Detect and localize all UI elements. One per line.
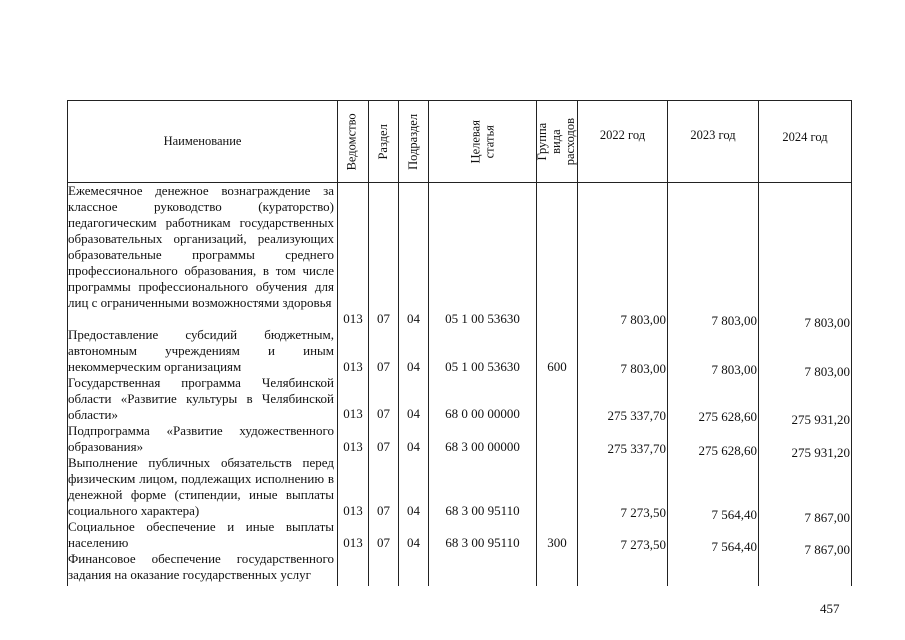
row-vedomstvo: 013 bbox=[343, 535, 363, 550]
header-gruppa: Группа вида расходов bbox=[535, 117, 577, 166]
row-podrazdel: 04 bbox=[407, 359, 420, 374]
page-number: 457 bbox=[820, 601, 840, 616]
header-name: Наименование bbox=[163, 134, 242, 149]
row-podrazdel: 04 bbox=[407, 311, 420, 326]
row-podrazdel: 04 bbox=[407, 406, 420, 421]
row-razdel: 07 bbox=[377, 535, 390, 550]
row-name: Финансовое обеспечение государственного задания на оказание государственных услуг bbox=[68, 551, 334, 582]
row-2022: 7 803,00 bbox=[620, 361, 666, 376]
header-podrazdel: Подраздел bbox=[405, 113, 420, 170]
table-right-border bbox=[851, 100, 852, 586]
row-2023: 7 803,00 bbox=[711, 362, 757, 377]
row-name: Государственная программа Челябинской области «Развитие культуры в Челябинской области» bbox=[68, 375, 334, 422]
row-2023: 7 564,40 bbox=[711, 539, 757, 554]
row-podrazdel: 04 bbox=[407, 535, 420, 550]
row-2024: 275 931,20 bbox=[791, 412, 850, 427]
row-2024: 7 867,00 bbox=[804, 542, 850, 557]
row-2023: 275 628,60 bbox=[698, 443, 757, 458]
row-2022: 7 273,50 bbox=[620, 537, 666, 552]
row-celevaya: 68 3 00 95110 bbox=[445, 503, 520, 518]
row-celevaya: 05 1 00 53630 bbox=[445, 311, 520, 326]
row-vedomstvo: 013 bbox=[343, 503, 363, 518]
header-2024: 2024 год bbox=[782, 129, 828, 144]
header-2022: 2022 год bbox=[599, 127, 646, 142]
row-celevaya: 05 1 00 53630 bbox=[445, 359, 520, 374]
row-2022: 7 273,50 bbox=[620, 505, 666, 520]
row-2023: 7 564,40 bbox=[711, 507, 757, 522]
row-podrazdel: 04 bbox=[407, 503, 420, 518]
row-2022: 7 803,00 bbox=[620, 312, 666, 327]
header-2023: 2023 год bbox=[690, 127, 736, 142]
row-2023: 7 803,00 bbox=[711, 313, 757, 328]
row-vedomstvo: 013 bbox=[343, 406, 363, 421]
row-gruppa: 300 bbox=[547, 535, 567, 550]
row-celevaya: 68 0 00 00000 bbox=[445, 406, 520, 421]
row-2024: 275 931,20 bbox=[791, 445, 850, 460]
row-name: Предоставление субсидий бюджетным, автономным учреждениям и иным некоммерческим организациям bbox=[68, 327, 334, 374]
row-name: Ежемесячное денежное вознаграждение за классное руководство (кураторство) педагогическим работникам государственных образовательных организаций, реализующих образовательные программы среднего профессионального образования, в том числе программы профессионального обучения для лиц с ограниченными возможностями здоровья bbox=[68, 183, 334, 310]
row-2022: 275 337,70 bbox=[607, 408, 666, 423]
row-razdel: 07 bbox=[377, 406, 390, 421]
row-2022: 275 337,70 bbox=[607, 441, 666, 456]
row-vedomstvo: 013 bbox=[343, 439, 363, 454]
header-razdel: Раздел bbox=[375, 123, 390, 160]
row-2024: 7 803,00 bbox=[804, 364, 850, 379]
row-podrazdel: 04 bbox=[407, 439, 420, 454]
row-vedomstvo: 013 bbox=[343, 359, 363, 374]
row-celevaya: 68 3 00 00000 bbox=[445, 439, 520, 454]
row-razdel: 07 bbox=[377, 311, 390, 326]
row-celevaya: 68 3 00 95110 bbox=[445, 535, 520, 550]
row-2024: 7 803,00 bbox=[804, 315, 850, 330]
header-vedomstvo: Ведомство bbox=[345, 112, 360, 171]
row-gruppa: 600 bbox=[547, 359, 567, 374]
row-name: Социальное обеспечение и иные выплаты населению bbox=[68, 519, 334, 550]
row-razdel: 07 bbox=[377, 359, 390, 374]
header-celevaya: Целевая статья bbox=[467, 119, 496, 164]
row-2024: 7 867,00 bbox=[804, 510, 850, 525]
row-2023: 275 628,60 bbox=[698, 409, 757, 424]
row-razdel: 07 bbox=[377, 439, 390, 454]
row-razdel: 07 bbox=[377, 503, 390, 518]
row-vedomstvo: 013 bbox=[343, 311, 363, 326]
row-name: Выполнение публичных обязательств перед физическим лицом, подлежащих исполнению в денежной форме (стипендии, иные выплаты социального характера) bbox=[68, 455, 334, 518]
row-name: Подпрограмма «Развитие художественного образования» bbox=[68, 423, 334, 454]
